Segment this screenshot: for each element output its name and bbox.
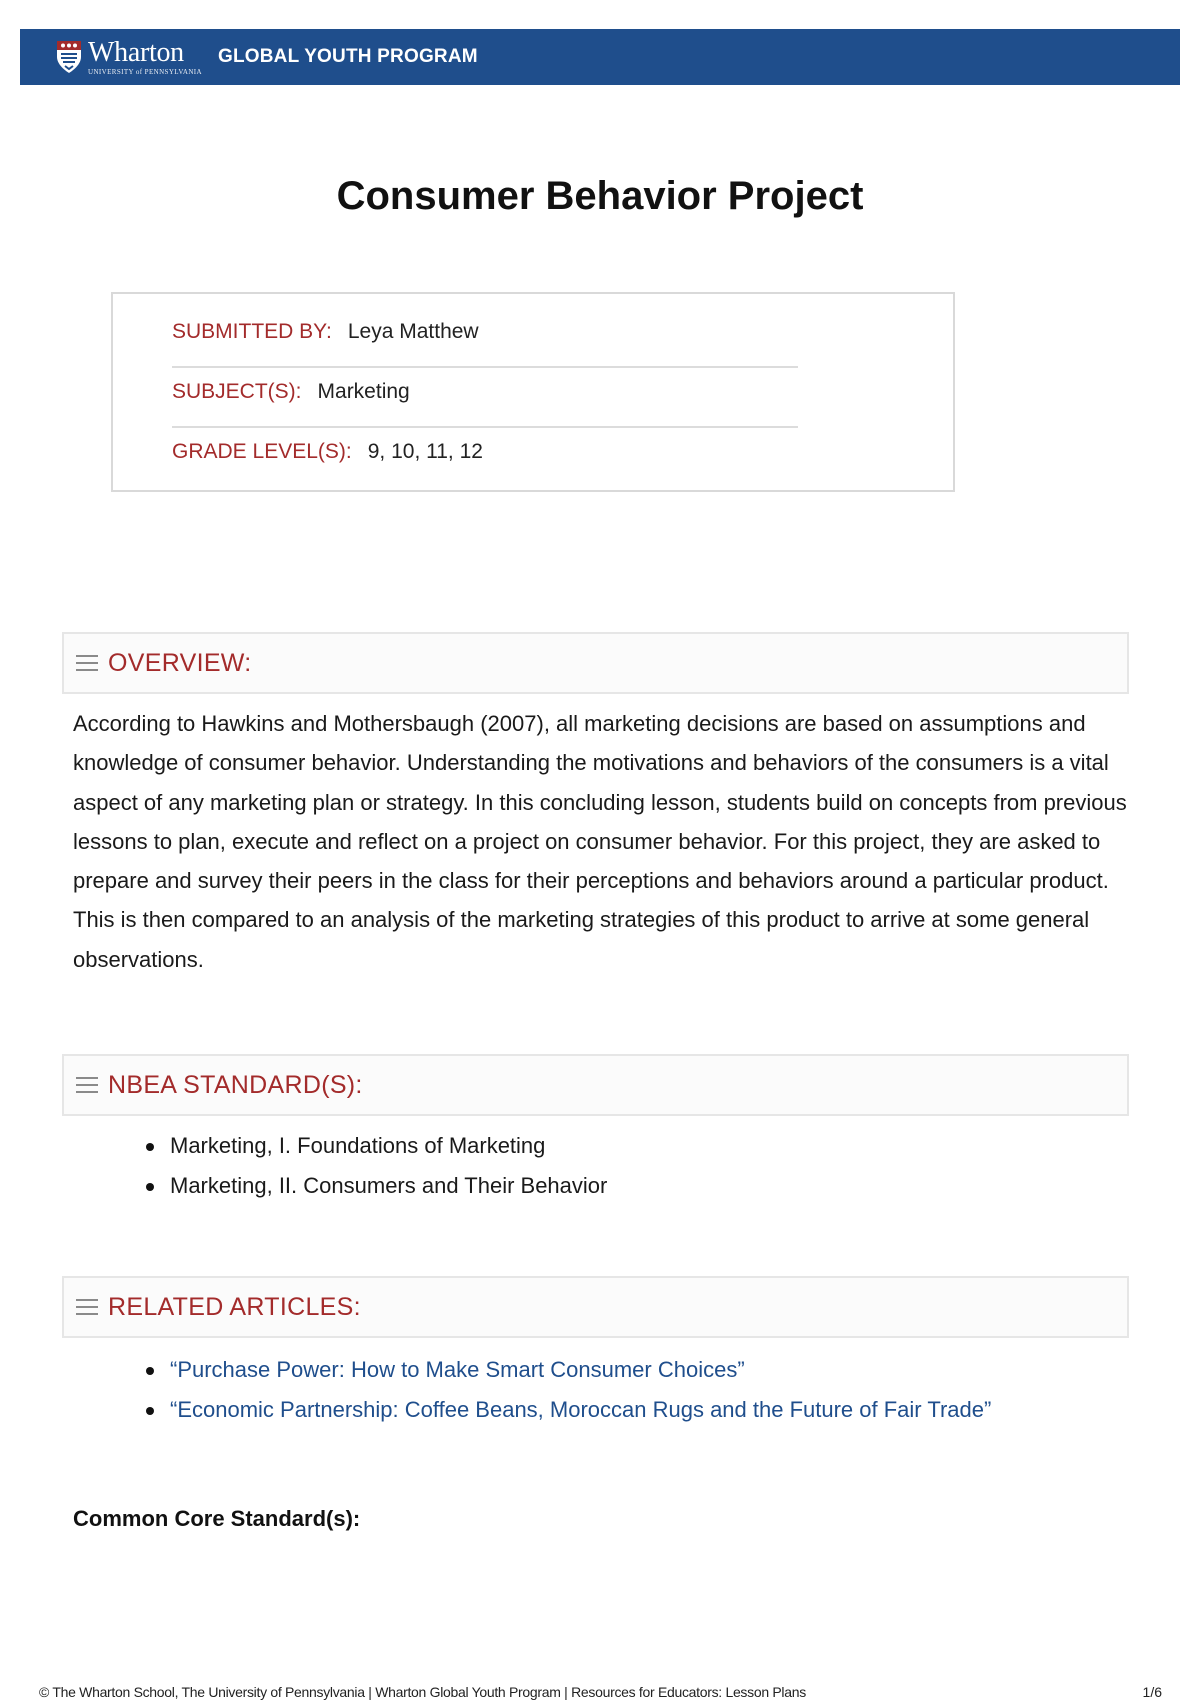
submitted-by-row — [172, 320, 798, 368]
submitted-by-value: Leya Matthew — [347, 320, 479, 343]
article-link-economic-partnership[interactable]: “Economic Partnership: Coffee Beans, Moroccan Rugs and the Future of Fair Trade” — [170, 1397, 992, 1422]
overview-text: According to Hawkins and Mothersbaugh (2007), all marketing decisions are based on assumptions and knowledge of consumer behavior. Understanding the motivations and behaviors of the consumers is a vital aspect of any marketing plan or strategy. In this concluding lesson, students build on concepts from previous lessons to plan, execute and reflect on a project on consumer behavior. For this project, they are asked to prepare and survey their peers in the class for their perceptions and behaviors around a particular product. This is then compared to an analysis of the marketing strategies of this product to arrive at some general observations. — [73, 711, 1127, 972]
logo-wordmark: Wharton — [88, 36, 184, 68]
article-link-purchase-power[interactable]: “Purchase Power: How to Make Smart Consumer Choices” — [170, 1357, 745, 1382]
subjects-value: Marketing — [317, 380, 410, 403]
menu-icon — [76, 655, 98, 671]
grade-levels-row — [172, 440, 798, 480]
logo-subtitle: UNIVERSITY of PENNSYLVANIA — [88, 67, 202, 76]
nbea-heading: NBEA STANDARD(S): — [108, 1070, 363, 1099]
penn-shield-icon — [56, 40, 82, 74]
common-core-heading: Common Core Standard(s): — [73, 1506, 361, 1531]
footer-copyright: © The Wharton School, The University of Pennsylvania | Wharton Global Youth Program | Resources for Educators: Lesson Plans — [39, 1684, 806, 1700]
related-articles-heading: RELATED ARTICLES: — [108, 1292, 361, 1321]
list-item — [170, 1352, 991, 1392]
overview-heading: OVERVIEW: — [108, 648, 252, 677]
menu-icon — [76, 1077, 98, 1093]
overview-section-header[interactable] — [62, 632, 1129, 694]
list-item: Marketing, I. Foundations of Marketing — [170, 1128, 607, 1168]
nbea-standards-list — [170, 1128, 607, 1208]
related-articles-section-header[interactable] — [62, 1276, 1129, 1338]
list-item — [170, 1392, 991, 1432]
lesson-info-box — [111, 292, 955, 492]
related-articles-list — [170, 1352, 991, 1432]
submitted-by-label: SUBMITTED BY: — [172, 320, 332, 343]
subjects-row — [172, 380, 798, 428]
program-name: GLOBAL YOUTH PROGRAM — [217, 46, 478, 67]
list-item: Marketing, II. Consumers and Their Behavior — [170, 1168, 607, 1208]
grade-levels-label: GRADE LEVEL(S): — [172, 440, 352, 463]
header-bar — [20, 29, 1180, 85]
page-title: Consumer Behavior Project — [336, 174, 864, 218]
menu-icon — [76, 1299, 98, 1315]
subjects-label: SUBJECT(S): — [172, 380, 302, 403]
page-number: 1/6 — [1142, 1684, 1162, 1700]
wharton-logo[interactable] — [56, 36, 202, 76]
nbea-section-header[interactable] — [62, 1054, 1129, 1116]
grade-levels-value: 9, 10, 11, 12 — [367, 440, 483, 463]
